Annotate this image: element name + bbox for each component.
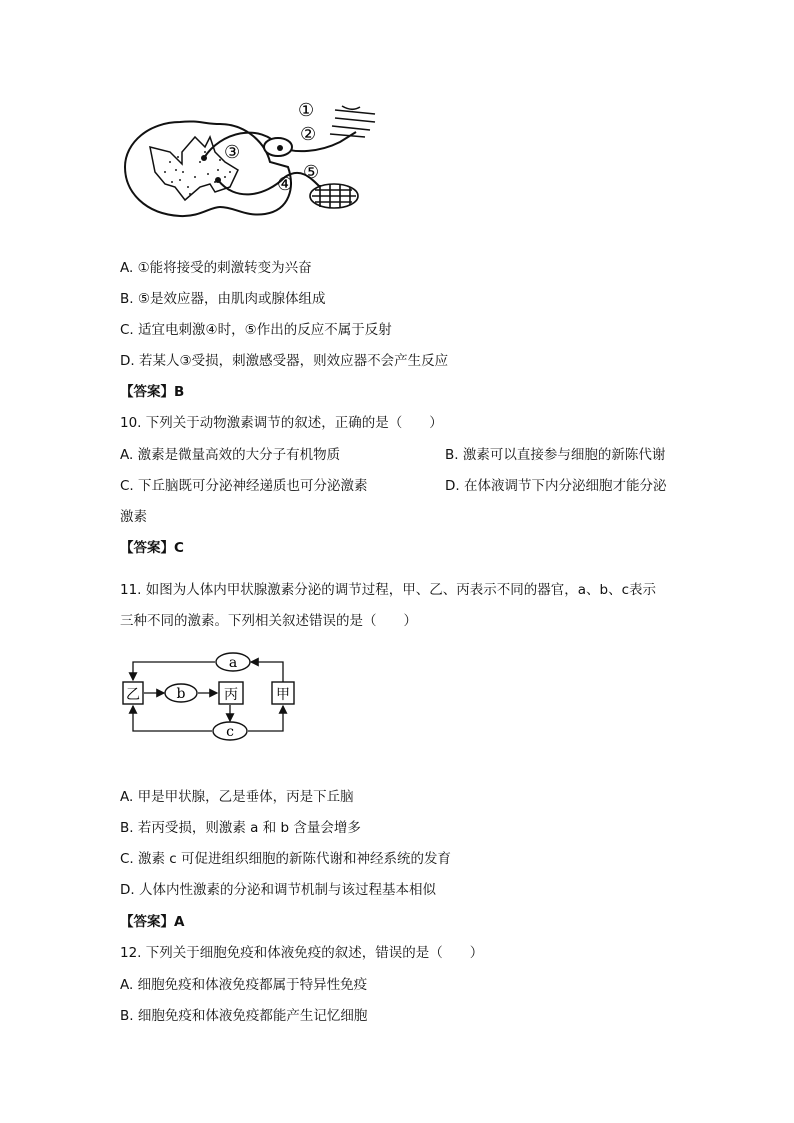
q11-option-a: A. 甲是甲状腺，乙是垂体，丙是下丘脑 (120, 789, 354, 805)
q11-option-c: C. 激素 c 可促进组织细胞的新陈代谢和神经系统的发育 (120, 851, 452, 867)
label-c: c (226, 724, 234, 740)
q11-option-b: B. 若丙受损，则激素 a 和 b 含量会增多 (120, 820, 361, 836)
q10-option-d-continued: 激素 (120, 509, 147, 525)
q10-option-d: D. 在体液调节下内分泌细胞才能分泌 (445, 478, 667, 494)
label-2: ② (300, 124, 317, 145)
q11-option-d: D. 人体内性激素的分泌和调节机制与该过程基本相似 (120, 882, 436, 898)
label-a: a (228, 655, 238, 671)
q9-option-a: A. ①能将接受的刺激转变为兴奋 (120, 260, 312, 276)
q9-option-c: C. 适宜电刺激④时，⑤作出的反应不属于反射 (120, 322, 392, 338)
q11-stem-line2: 三种不同的激素。下列相关叙述错误的是（ ） (120, 613, 417, 629)
label-bing: 丙 (224, 687, 238, 703)
q10-stem: 10. 下列关于动物激素调节的叙述，正确的是（ ） (120, 415, 443, 431)
q10-option-b: B. 激素可以直接参与细胞的新陈代谢 (445, 447, 666, 463)
q12-option-b: B. 细胞免疫和体液免疫都能产生记忆细胞 (120, 1008, 368, 1024)
q10-option-a: A. 激素是微量高效的大分子有机物质 (120, 447, 341, 463)
reflex-arc-diagram (120, 92, 390, 222)
label-b: b (176, 686, 186, 702)
q11-stem-line1: 11. 如图为人体内甲状腺激素分泌的调节过程，甲、乙、丙表示不同的器官，a、b、c表示 (120, 582, 657, 598)
label-5: ⑤ (303, 162, 320, 183)
q12-option-a: A. 细胞免疫和体液免疫都属于特异性免疫 (120, 977, 368, 993)
label-3: ③ (224, 142, 241, 163)
q11-answer: 【答案】A (120, 914, 185, 930)
q10-answer: 【答案】C (120, 540, 184, 556)
q9-answer: 【答案】B (120, 384, 185, 400)
label-yi: 乙 (126, 687, 140, 703)
q9-option-d: D. 若某人③受损，刺激感受器，则效应器不会产生反应 (120, 353, 449, 369)
receptor (330, 106, 375, 137)
label-jia: 甲 (276, 687, 290, 703)
label-4: ④ (277, 174, 294, 195)
q12-stem: 12. 下列关于细胞免疫和体液免疫的叙述，错误的是（ ） (120, 945, 484, 961)
q9-option-b: B. ⑤是效应器，由肌肉或腺体组成 (120, 291, 326, 307)
effector-muscle (310, 184, 358, 208)
label-1: ① (298, 100, 315, 121)
thyroid-regulation-diagram (120, 650, 300, 745)
q10-option-c: C. 下丘脑既可分泌神经递质也可分泌激素 (120, 478, 368, 494)
